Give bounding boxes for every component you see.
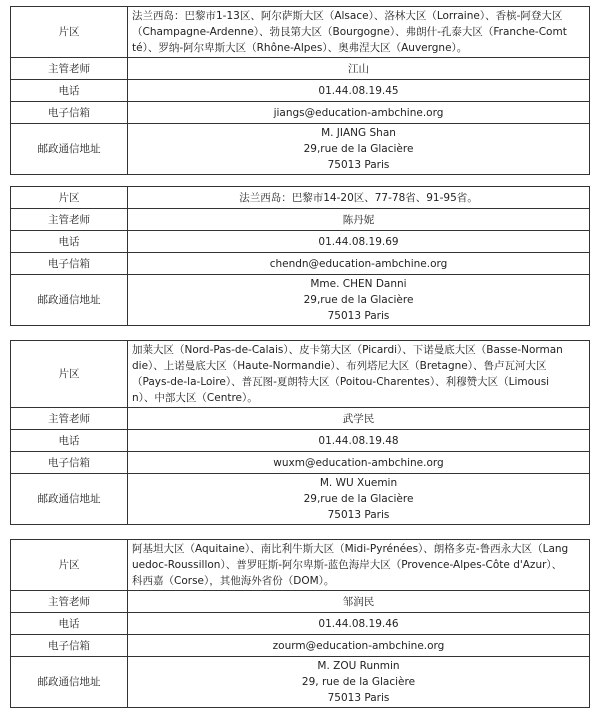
address-line: 29,rue de la Glacière [303, 294, 414, 306]
address-line: 75013 Paris [327, 159, 390, 171]
email-value: wuxm@education-ambchine.org [128, 452, 590, 474]
phone-row [11, 80, 590, 102]
address-label: 邮政通信地址 [11, 275, 128, 326]
email-label: 电子信箱 [11, 635, 128, 657]
region-line: die）、上诺曼底大区（Haute-Normandie）、布列塔尼大区（Bretagne）、鲁卢瓦河大区 [132, 360, 547, 372]
email-value: zourm@education-ambchine.org [128, 635, 590, 657]
region-label: 片区 [11, 7, 128, 58]
address-label: 邮政通信地址 [11, 124, 128, 175]
phone-value: 01.44.08.19.48 [128, 430, 590, 452]
email-row [11, 253, 590, 275]
region-value [128, 7, 590, 58]
region-line: 法兰西岛：巴黎市14-20区、77-78省、91-95省。 [239, 191, 478, 204]
teacher-value: 江山 [128, 58, 590, 80]
region-label: 片区 [11, 341, 128, 408]
address-line: Mme. CHEN Danni [310, 278, 407, 290]
phone-label: 电话 [11, 430, 128, 452]
region-line: 科西嘉（Corse），其他海外省份（DOM）。 [132, 575, 335, 587]
contact-table-4 [10, 539, 590, 708]
phone-value: 01.44.08.19.69 [128, 231, 590, 253]
teacher-label: 主管老师 [11, 58, 128, 80]
address-line: 29,rue de la Glacière [303, 493, 414, 505]
address-row [11, 474, 590, 525]
address-row [11, 657, 590, 708]
region-row [11, 7, 590, 58]
email-label: 电子信箱 [11, 452, 128, 474]
address-label: 邮政通信地址 [11, 474, 128, 525]
teacher-row [11, 209, 590, 231]
address-value [128, 124, 590, 175]
region-line: n）、中部大区（Centre）。 [132, 392, 258, 404]
teacher-label: 主管老师 [11, 591, 128, 613]
region-label: 片区 [11, 187, 128, 209]
address-line: M. WU Xuemin [319, 477, 398, 489]
phone-row [11, 613, 590, 635]
email-label: 电子信箱 [11, 102, 128, 124]
email-row [11, 635, 590, 657]
region-value [128, 187, 590, 209]
region-line: （Champagne-Ardenne）、勃艮第大区（Bourgogne）、弗朗什-孔泰大区（Franche-Comt [132, 26, 567, 38]
region-line: té）、罗纳-阿尔卑斯大区（Rhône-Alpes）、奥弗涅大区（Auvergne）。 [132, 42, 468, 54]
address-value [128, 275, 590, 326]
address-row [11, 275, 590, 326]
address-value [128, 474, 590, 525]
contact-table-1 [10, 6, 590, 175]
contact-table-2 [10, 186, 590, 326]
address-line: M. ZOU Runmin [317, 660, 400, 672]
teacher-row [11, 58, 590, 80]
email-row [11, 102, 590, 124]
phone-value: 01.44.08.19.46 [128, 613, 590, 635]
teacher-value: 邹润民 [128, 591, 590, 613]
teacher-label: 主管老师 [11, 408, 128, 430]
address-line: 75013 Paris [327, 509, 390, 521]
address-line: 29, rue de la Glacière [301, 676, 416, 688]
teacher-label: 主管老师 [11, 209, 128, 231]
region-value [128, 540, 590, 591]
phone-value: 01.44.08.19.45 [128, 80, 590, 102]
region-row [11, 187, 590, 209]
address-line: M. JIANG Shan [321, 127, 396, 139]
region-line: uedoc-Roussillon）、普罗旺斯-阿尔卑斯-蓝色海岸大区（Provence-Alpes-Côte d'Azur）、 [132, 559, 563, 571]
region-line: 法兰西岛：巴黎市1-13区、阿尔萨斯大区（Alsace）、洛林大区（Lorraine）、香槟-阿登大区 [132, 10, 563, 22]
teacher-value: 武学民 [128, 408, 590, 430]
teacher-row [11, 591, 590, 613]
email-value: chendn@education-ambchine.org [128, 253, 590, 275]
phone-row [11, 231, 590, 253]
address-value [128, 657, 590, 708]
address-line: 75013 Paris [327, 692, 390, 704]
email-value: jiangs@education-ambchine.org [128, 102, 590, 124]
contact-table-3 [10, 340, 590, 525]
email-label: 电子信箱 [11, 253, 128, 275]
region-line: 加莱大区（Nord-Pas-de-Calais）、皮卡第大区（Picardi）、下诺曼底大区（Basse-Norman [132, 344, 563, 356]
address-row [11, 124, 590, 175]
region-row [11, 540, 590, 591]
teacher-row [11, 408, 590, 430]
region-line: （Pays-de-la-Loire）、普瓦图-夏朗特大区（Poitou-Charentes）、利穆赞大区（Limousi [132, 376, 550, 388]
phone-label: 电话 [11, 80, 128, 102]
region-label: 片区 [11, 540, 128, 591]
address-line: 29,rue de la Glacière [303, 143, 414, 155]
phone-label: 电话 [11, 231, 128, 253]
address-line: 75013 Paris [327, 310, 390, 322]
region-value [128, 341, 590, 408]
email-row [11, 452, 590, 474]
phone-label: 电话 [11, 613, 128, 635]
region-line: 阿基坦大区（Aquitaine）、南比利牛斯大区（Midi-Pyrénées）、朗格多克-鲁西永大区（Lang [132, 543, 569, 555]
phone-row [11, 430, 590, 452]
address-label: 邮政通信地址 [11, 657, 128, 708]
teacher-value: 陈丹妮 [128, 209, 590, 231]
region-row [11, 341, 590, 408]
